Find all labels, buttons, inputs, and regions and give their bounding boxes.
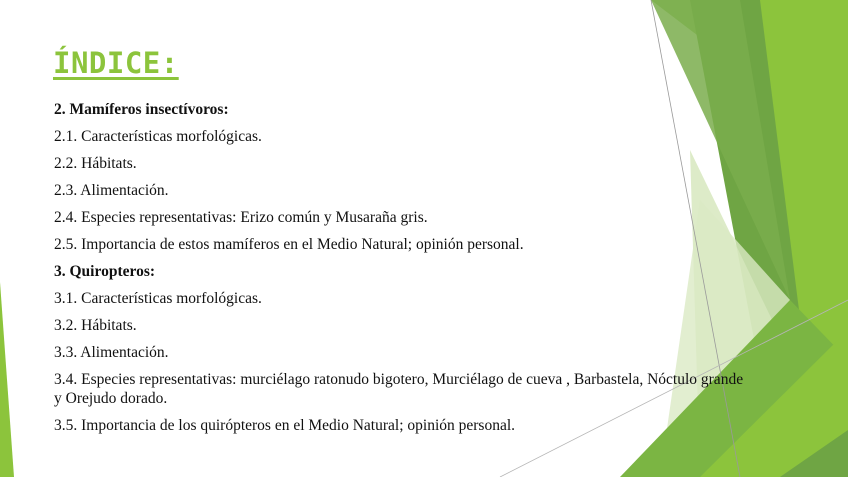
- section-heading: 3. Quiropteros:: [54, 263, 156, 280]
- index-item: 3.1. Características morfológicas.: [54, 290, 262, 307]
- index-item: 2.3. Alimentación.: [54, 182, 169, 199]
- index-item: 3.3. Alimentación.: [54, 344, 169, 361]
- index-item: 2.4. Especies representativas: Erizo común y Musaraña gris.: [54, 209, 428, 226]
- index-list: [54, 100, 754, 443]
- slide-title: ÍNDICE:: [53, 46, 179, 80]
- index-item: 2.2. Hábitats.: [54, 155, 137, 172]
- index-item: 2.1. Características morfológicas.: [54, 128, 262, 145]
- index-item: 3.5. Importancia de los quirópteros en el Medio Natural; opinión personal.: [54, 417, 516, 434]
- index-item: 3.4. Especies representativas: murciélago ratonudo bigotero, Murciélago de cueva , Barbastela, Nóctulo grande y Orejudo dorado.: [54, 371, 744, 407]
- index-item: 2.5. Importancia de estos mamíferos en el Medio Natural; opinión personal.: [54, 236, 524, 253]
- section-heading: 2. Mamíferos insectívoros:: [54, 101, 229, 118]
- index-item: 3.2. Hábitats.: [54, 317, 137, 334]
